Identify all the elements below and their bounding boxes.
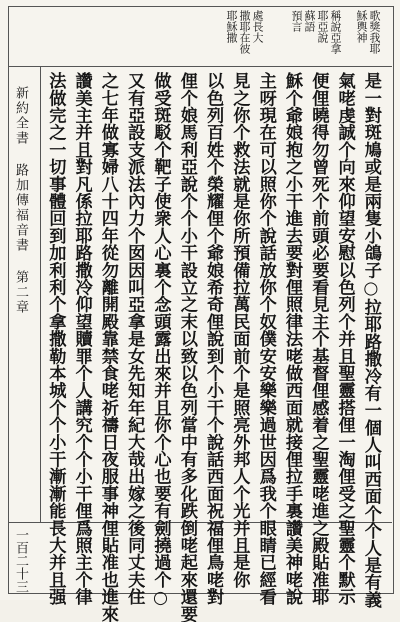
header-note-column: 穌輿神 [355, 10, 368, 43]
book-chapter-spine: 新約全書 路加傳福音書 第二章 [13, 86, 28, 315]
text-column: 之七年做寡婦八十四年從勿離開殿靠禁食咾祈禱日夜服事神俚貼准也進來 [97, 72, 118, 622]
text-column: 法做完之一切事體回到加利利个拿撒勒本城个个小干漸漸能長大并且强 [45, 72, 66, 606]
text-column: 是一對斑鳩或是兩隻小鴿子○拉耶路撒冷有一個人叫西面个个人是有義 [360, 72, 381, 608]
text-column: 以色列百姓个榮耀俚个爺娘希奇俚說到个小干个說話西面祝福俚鳥咾對 [203, 72, 224, 606]
header-note-column: 撒耶在彼 [238, 10, 251, 54]
header-note-column: 耶穌撒 [225, 10, 238, 43]
left-gutter-rule [40, 66, 41, 522]
text-column: 做受斑駁个靶子使衆人心裏个念頭露出來并且你个心也要有劍撓過个○ [150, 72, 171, 608]
header-note-column: 耶亞說 [316, 10, 329, 43]
header-note-column: 預言 [290, 10, 303, 32]
text-column: 俚个娘馬利亞說个个小干設立之末以致以色列當中有多化跌倒咾起來還要 [176, 72, 197, 622]
text-column: 讚美主并且對凡係拉耶路撒冷仰望贖罪个人講究个个小干俚爲照主个律 [71, 72, 92, 606]
text-column: 便俚曉得勿曾死个前頭必要看見主个基督俚感着之聖靈咾進之殿貼准耶 [308, 72, 329, 606]
header-note-column: 蘇語 [303, 10, 316, 32]
header-rule [8, 66, 392, 67]
header-note-column: 處長大 [251, 10, 264, 43]
text-column: 又有亞設支派法內力个囡因叫亞拿是女先知年紀大哉出嫁之後同丈夫住 [124, 72, 145, 606]
text-column: 穌个爺娘抱之小干進去要對俚照律法咾做西面就接俚拉手裏讚美神咾說 [282, 72, 302, 606]
header-note-column: 歌獎我耶 [368, 10, 381, 54]
text-column: 主呀現在可以照你个說話放你个奴僕安安樂樂過世因爲我个眼睛已經看 [255, 72, 276, 606]
text-column: 氣咾虔誠个向來仰望安慰以色列个并且聖靈搭俚一淘俚受之聖靈个默示 [334, 72, 355, 606]
header-note-column: 稱說亞拿 [329, 10, 342, 54]
page-number: 一百二十三 [13, 528, 28, 593]
text-column: 見之你个救法就是你所預備拉萬民面前个是照亮外邦人个光并且是你 [229, 72, 250, 588]
